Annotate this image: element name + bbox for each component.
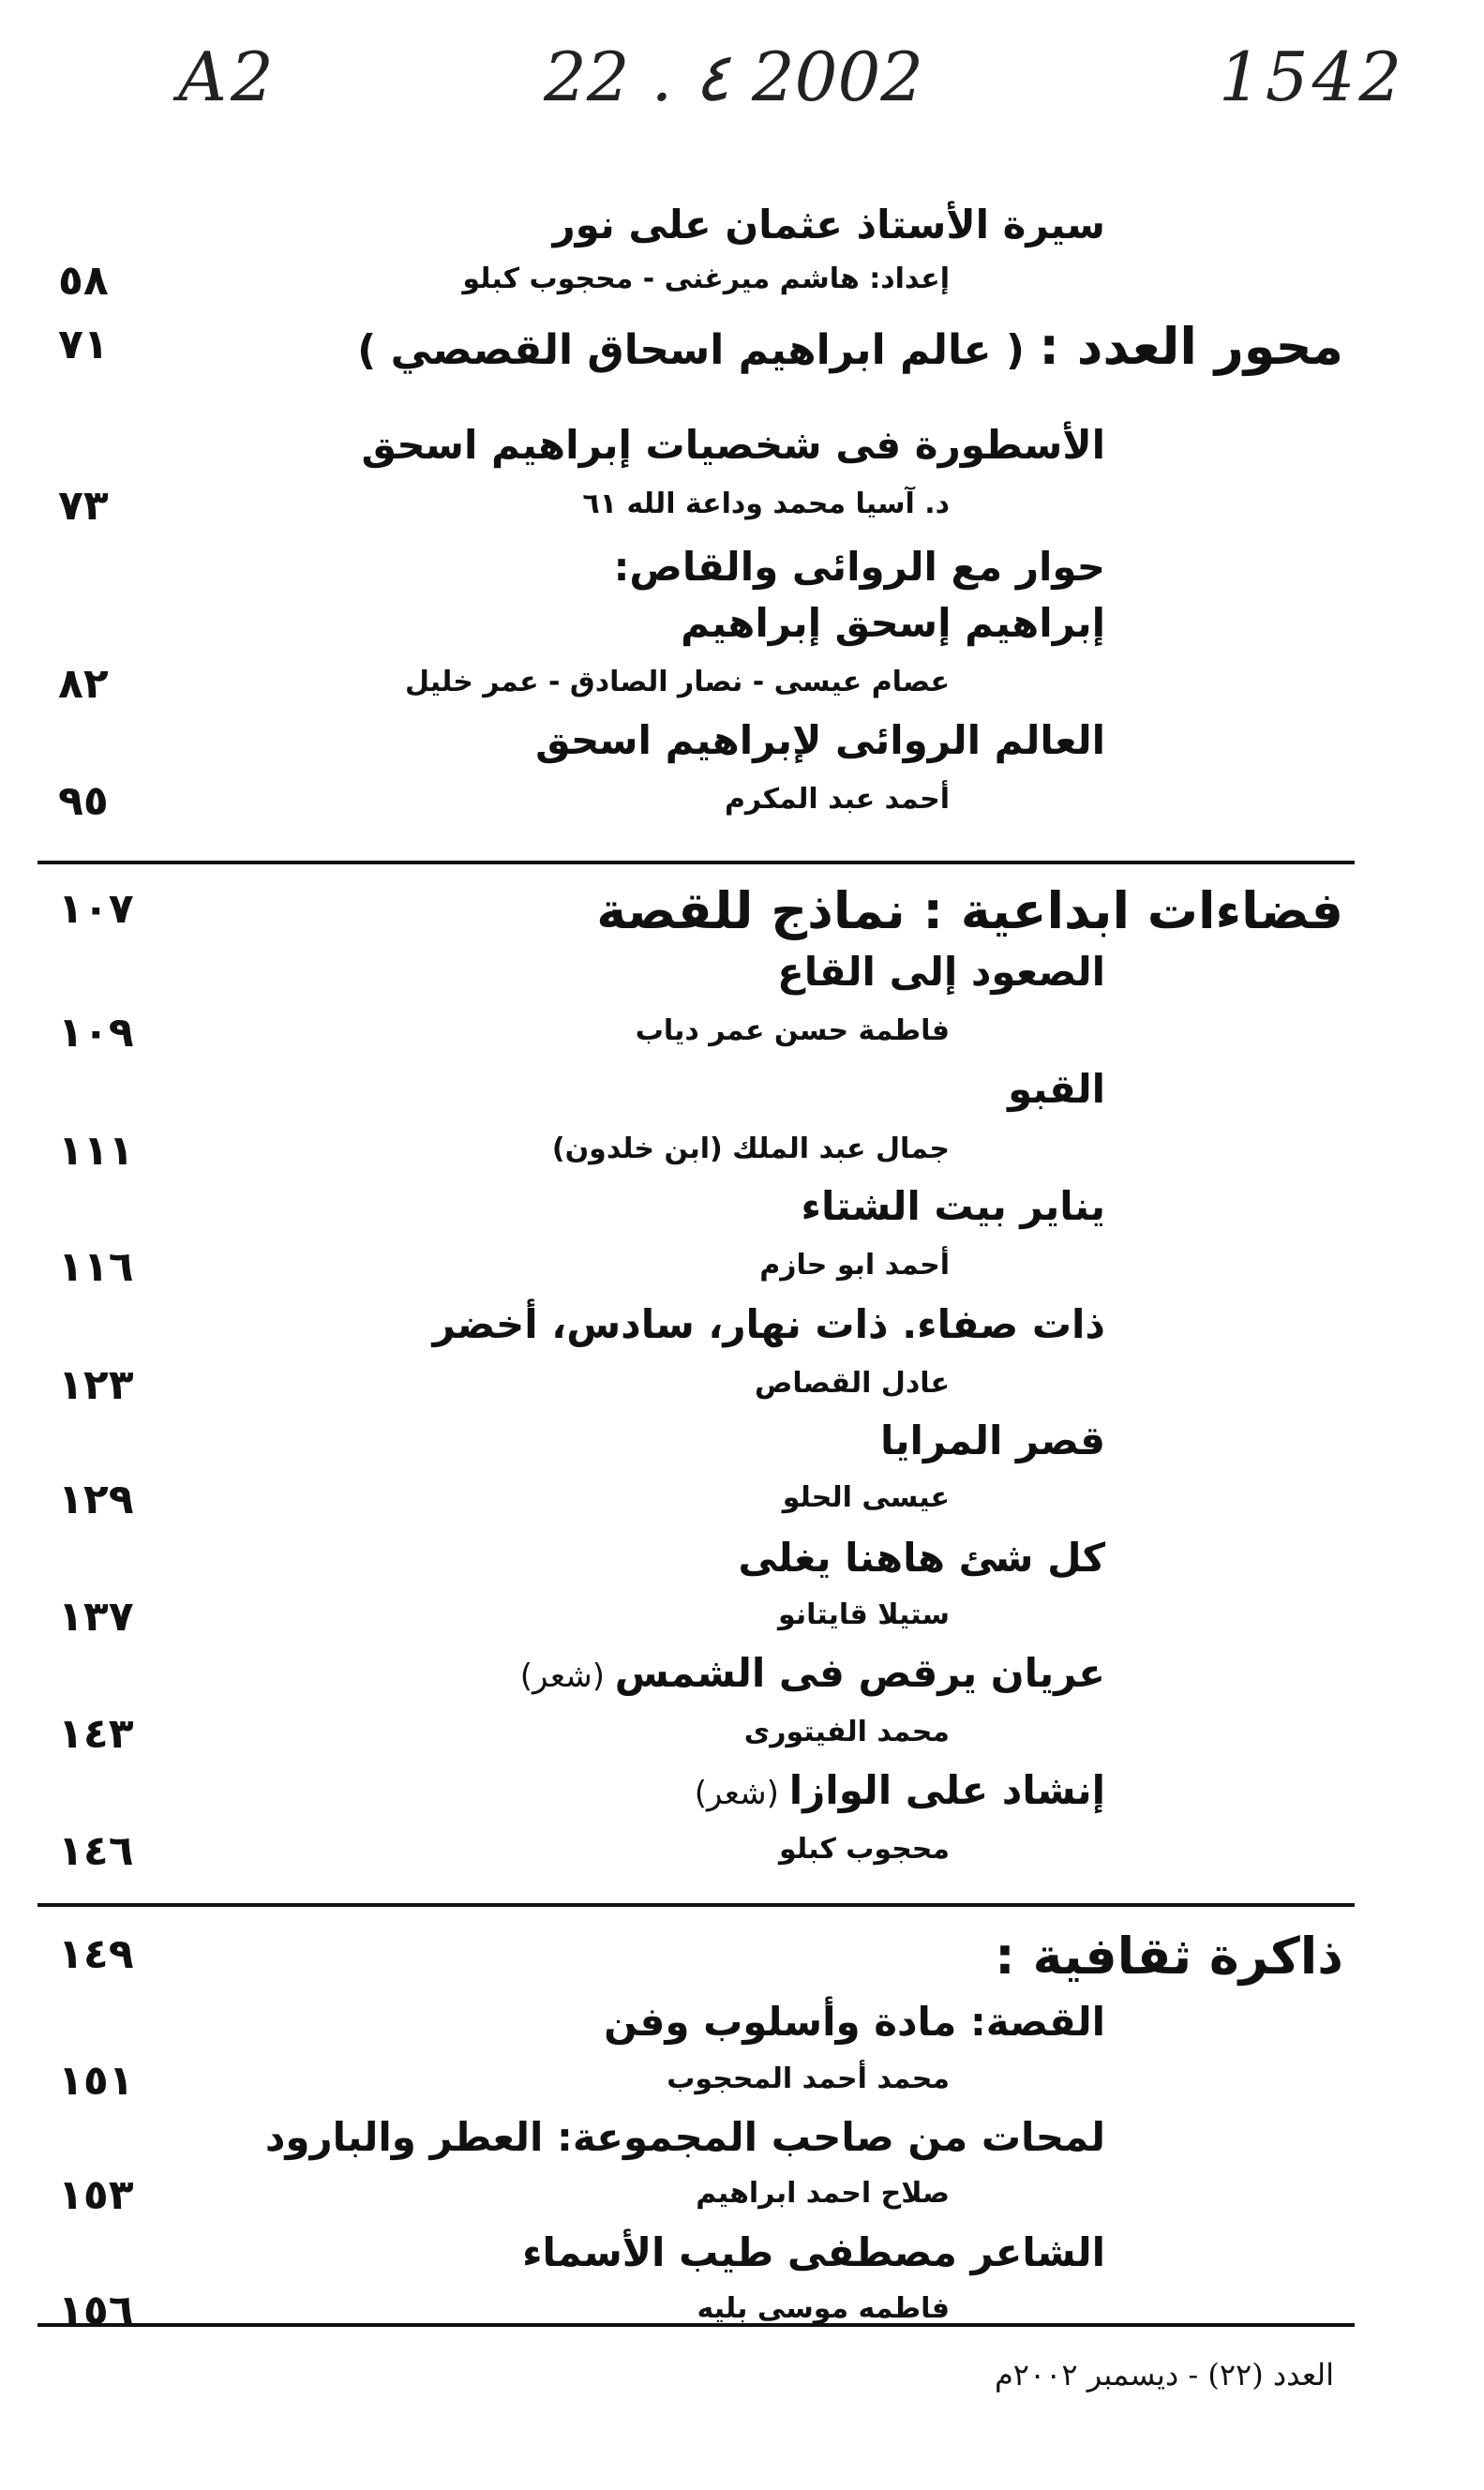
section-divider [37,1903,1355,1907]
handwritten-date: 22 . ٤ 2002 [544,38,924,116]
article-author: عادل القصاص [755,1367,950,1400]
page-number: ١٥٣ [58,2171,134,2219]
article-title: عريان يرقص فى الشمس (شعر) [519,1650,1105,1696]
article-title: كل شئ هاهنا يغلى [738,1535,1105,1581]
article-title: يناير بيت الشتاء [801,1183,1105,1229]
article-title: القصة: مادة وأسلوب وفن [604,1999,1105,2045]
page-number: ١٠٩ [58,1009,134,1057]
article-author: صلاح احمد ابراهيم [696,2177,950,2210]
handwritten-number: 1542 [1219,38,1406,116]
page-number: ٨٢ [58,660,109,708]
article-author: عصام عيسى - نصار الصادق - عمر خليل [404,666,950,698]
article-title: إبراهيم إسحق إبراهيم [681,600,1105,646]
article-author: جمال عبد الملك (ابن خلدون) [551,1132,950,1165]
section-title: محور العدد : [1039,317,1343,376]
page-footer: العدد (٢٢) - ديسمبر ٢٠٠٢م [994,2357,1334,2392]
page-number: ١٤٣ [58,1710,134,1758]
section-heading [357,317,1343,376]
article-author: فاطمة حسن عمر دياب [635,1014,950,1047]
article-title: الأسطورة فى شخصيات إبراهيم اسحق [361,422,1105,468]
page-number: ٧٣ [58,482,109,530]
section-title: ذاكرة ثقافية : [995,1927,1343,1986]
section-divider [37,861,1355,864]
genre-note: (شعر) [694,1775,789,1812]
article-title: سيرة الأستاذ عثمان على نور [552,202,1105,248]
article-author: أحمد ابو حازم [759,1249,950,1282]
article-title: الصعود إلى القاع [777,949,1105,995]
section-title: فضاءات ابداعية : نماذج للقصة [596,881,1343,940]
genre-note: (شعر) [519,1658,615,1695]
page-number: ١٤٦ [58,1827,134,1875]
section-subtitle: ( عالم ابراهيم اسحاق القصصي ) [357,326,1040,374]
page-number: ١٢٣ [58,1361,134,1409]
article-author: عيسى الحلو [782,1481,950,1514]
article-title: إنشاد على الوازا (شعر) [694,1767,1105,1813]
article-author: محجوب كبلو [779,1833,950,1866]
article-author: د. آسيا محمد وداعة الله ٦١ [582,488,950,520]
page-number: ١٢٩ [58,1476,134,1523]
article-author: ستيلا قايتانو [778,1598,950,1631]
article-author: محمد أحمد المحجوب [667,2062,950,2095]
page-number: ١٠٧ [58,885,134,933]
page-number: ٧١ [58,321,109,368]
article-title: حوار مع الروائى والقاص: [613,544,1105,590]
article-title: لمحات من صاحب المجموعة: العطر والبارود [264,2114,1105,2160]
article-title: قصر المرايا [879,1418,1105,1463]
article-title: الشاعر مصطفى طيب الأسماء [522,2229,1105,2275]
article-author: محمد الفيتورى [743,1716,950,1748]
section-heading [995,1927,1343,1986]
article-title: العالم الروائى لإبراهيم اسحق [535,717,1105,763]
page-number: ١٥١ [58,2057,134,2105]
page-number: ١٥٦ [58,2287,134,2334]
article-author: فاطمه موسى بليه [697,2292,950,2325]
page-number: ٥٨ [58,257,109,305]
handwritten-label: A2 [178,38,277,116]
page-number: ١٣٧ [58,1593,134,1641]
page-number: ١١١ [58,1127,134,1175]
section-heading [596,881,1343,940]
article-author: أحمد عبد المكرم [724,783,950,816]
page-number: ١١٦ [58,1243,134,1291]
page-number: ٩٥ [58,777,109,825]
article-author: إعداد: هاشم ميرغنى - محجوب كبلو [462,262,950,295]
article-title: القبو [1008,1066,1105,1112]
article-title: ذات صفاء. ذات نهار، سادس، أخضر [432,1301,1105,1347]
page-number: ١٤٩ [58,1930,134,1978]
